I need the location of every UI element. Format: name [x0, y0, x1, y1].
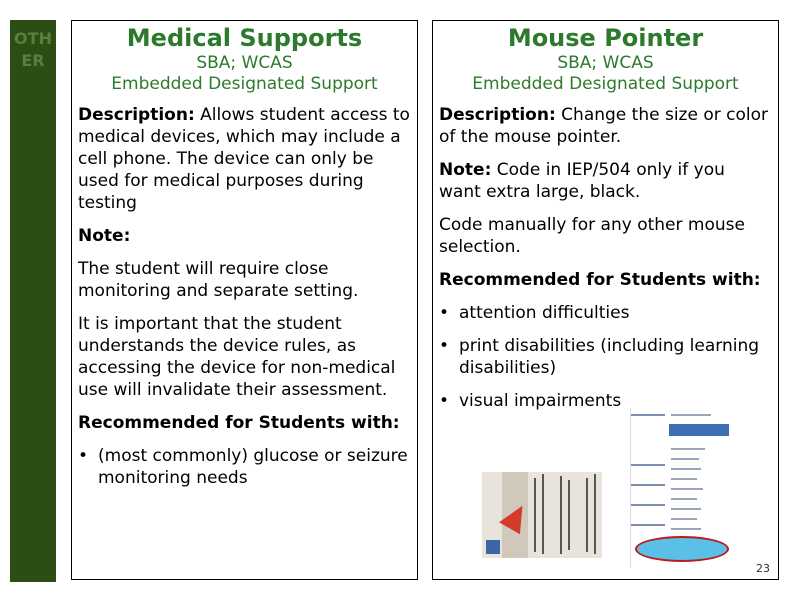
panel-body: [72, 104, 417, 489]
panel-tests: SBA; WCAS: [196, 53, 293, 73]
note-paragraph-1: The student will require close monitoring and separate setting.: [78, 259, 359, 301]
note-text: Code in IEP/504 only if you want extra large, black.: [439, 160, 725, 202]
recommended-list: [439, 302, 772, 412]
note-paragraph-2: It is important that the student understands the device rules, as accessing the device for non-medical use will invalidate their assessment.: [78, 314, 396, 400]
list-item: • (most commonly) glucose or seizure monitoring needs: [78, 445, 411, 489]
medical-supports-panel: [71, 20, 418, 580]
list-item: • visual impairments: [439, 390, 772, 412]
note-label: Note:: [439, 160, 492, 180]
recommended-heading: Recommended for Students with:: [78, 413, 400, 433]
menu-header: [669, 424, 729, 436]
description-text: Change the size or color of the mouse pointer.: [439, 105, 768, 147]
note-paragraph: [439, 159, 772, 203]
page-number: 23: [756, 562, 770, 575]
panel-title: Mouse Pointer: [507, 24, 704, 52]
description-label: Description:: [78, 105, 195, 125]
note-label: Note:: [78, 226, 131, 246]
test-item-screenshot: [482, 472, 602, 558]
description-text: Allows student access to medical devices, which may include a cell phone. The device can only be used for medical purposes during testing: [78, 105, 410, 213]
recommended-heading: Recommended for Students with:: [439, 270, 761, 290]
square-icon: [486, 540, 500, 554]
description-paragraph: [439, 104, 772, 148]
panel-support-type: Embedded Designated Support: [111, 74, 378, 94]
panel-tests: SBA; WCAS: [557, 53, 654, 73]
description-label: Description:: [439, 105, 556, 125]
category-label: OTHER: [14, 29, 52, 70]
recommended-list: [78, 445, 411, 489]
list-item: • print disabilities (including learning disabilities): [439, 335, 772, 379]
panel-title: Medical Supports: [126, 24, 363, 52]
list-item: • attention difficulties: [439, 302, 772, 324]
pointer-menu-screenshot: [630, 408, 735, 568]
description-paragraph: [78, 104, 411, 214]
panel-body: [433, 104, 778, 412]
panel-support-type: Embedded Designated Support: [472, 74, 739, 94]
category-sidebar: [10, 20, 56, 582]
code-paragraph: Code manually for any other mouse selection.: [439, 215, 745, 257]
highlight-oval: [635, 536, 729, 562]
